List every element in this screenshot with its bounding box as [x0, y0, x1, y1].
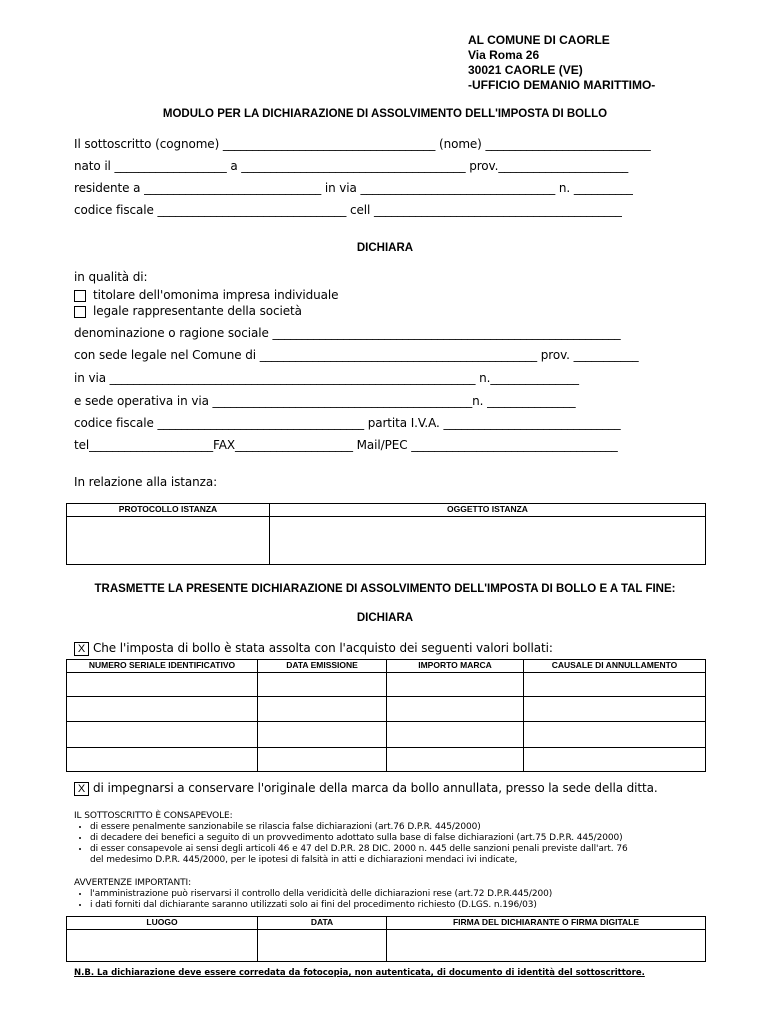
stamp-statement-text: Che l'imposta di bollo è stata assolta con l'acquisto dei seguenti valori bollati:: [93, 641, 553, 655]
subject-cell[interactable]: [270, 517, 706, 565]
field-operational-seat[interactable]: e sede operativa in via ____________________________________________n. _______________: [74, 394, 576, 408]
table-row: [67, 673, 706, 697]
field-birth[interactable]: nato il ___________________ a ______________________________________ prov.______________________: [74, 159, 629, 173]
field-tax-code-cell[interactable]: codice fiscale ________________________________ cell __________________________________________: [74, 203, 622, 217]
option-label: titolare dell'omonima impresa individuale: [93, 288, 339, 302]
capacity-option-owner[interactable]: [74, 288, 338, 302]
recipient-line: -UFFICIO DEMANIO MARITTIMO-: [468, 78, 656, 92]
warnings-block: [74, 878, 552, 911]
field-residence[interactable]: residente a ______________________________ in via _________________________________ n. __________: [74, 181, 633, 195]
col-place: LUOGO: [67, 917, 258, 930]
capacity-option-legal-rep[interactable]: [74, 304, 302, 318]
recipient-line: Via Roma 26: [468, 48, 540, 62]
col-subject: OGGETTO ISTANZA: [270, 504, 706, 517]
place-cell[interactable]: [67, 930, 258, 962]
field-company-name[interactable]: denominazione o ragione sociale ___________________________________________________________: [74, 326, 621, 340]
signature-table: [66, 916, 706, 962]
table-row: [67, 697, 706, 722]
declares-heading: DICHIARA: [356, 242, 414, 254]
checked-box[interactable]: X: [74, 782, 89, 796]
table-row: [67, 722, 706, 748]
field-street[interactable]: in via ______________________________________________________________ n._______________: [74, 371, 579, 385]
transmits-heading: TRASMETTE LA PRESENTE DICHIARAZIONE DI ASSOLVIMENTO DELL'IMPOSTA DI BOLLO E A TAL FINE:: [94, 583, 676, 595]
table-row: [67, 748, 706, 772]
date-cell[interactable]: [258, 930, 387, 962]
list-item: • l'amministrazione può riservarsi il controllo della veridicità delle dichiarazioni rese (art.72 D.P.R.445/200): [90, 889, 552, 900]
field-legal-seat[interactable]: con sede legale nel Comune di _______________________________________________ prov. ___________: [74, 348, 639, 362]
keep-statement-text: di impegnarsi a conservare l'originale della marca da bollo annullata, presso la sede della ditta.: [93, 781, 658, 795]
identity-note: N.B. La dichiarazione deve essere corredata da fotocopia, non autenticata, di documento di identità del sottoscrittore.: [74, 968, 645, 978]
list-item: • di decadere dei benefici a seguito di un provvedimento adottato sulla base di false dichiarazioni (art.75 D.P.R. 445/2000): [90, 833, 628, 844]
stamp-statement: [74, 641, 553, 656]
awareness-heading: IL SOTTOSCRITTO È CONSAPEVOLE:: [74, 811, 233, 821]
col-date: DATA: [258, 917, 387, 930]
list-item: • i dati forniti dal dichiarante saranno utilizzati solo ai fini del procedimento richiesto (D.LGS. n.196/03): [90, 900, 552, 911]
col-serial: NUMERO SERIALE IDENTIFICATIVO: [67, 660, 258, 673]
list-item: • di esser consapevole ai sensi degli articoli 46 e 47 del D.P.R. 28 DIC. 2000 n. 445 delle sanzioni penali previste dall'art. 76: [90, 844, 628, 855]
checkbox[interactable]: [74, 290, 86, 302]
field-tax-vat[interactable]: codice fiscale ___________________________________ partita I.V.A. ______________________________: [74, 416, 621, 430]
col-protocol: PROTOCOLLO ISTANZA: [67, 504, 270, 517]
col-signature: FIRMA DEL DICHIARANTE O FIRMA DIGITALE: [387, 917, 706, 930]
col-amount: IMPORTO MARCA: [387, 660, 524, 673]
capacity-intro: in qualità di:: [74, 270, 148, 284]
list-item-continuation: del medesimo D.P.R. 445/2000, per le ipotesi di falsità in atti e dichiarazioni mendaci ivi indicate,: [90, 855, 518, 865]
col-cancellation: CAUSALE DI ANNULLAMENTO: [524, 660, 706, 673]
recipient-line: 30021 CAORLE (VE): [468, 63, 583, 77]
option-label: legale rappresentante della società: [93, 304, 302, 318]
protocol-cell[interactable]: [67, 517, 270, 565]
signature-cell[interactable]: [387, 930, 706, 962]
checkbox[interactable]: [74, 306, 86, 318]
awareness-block: [74, 811, 628, 866]
form-title: MODULO PER LA DICHIARAZIONE DI ASSOLVIMENTO DELL'IMPOSTA DI BOLLO: [162, 108, 608, 120]
recipient-address: [468, 33, 655, 93]
col-issue-date: DATA EMISSIONE: [258, 660, 387, 673]
field-contacts[interactable]: tel_____________________FAX____________________ Mail/PEC ___________________________________: [74, 438, 618, 452]
field-surname-name[interactable]: Il sottoscritto (cognome) ____________________________________ (nome) ____________________________: [74, 137, 651, 151]
keep-statement: [74, 781, 658, 796]
request-intro: In relazione alla istanza:: [74, 475, 218, 489]
recipient-line: AL COMUNE DI CAORLE: [468, 33, 610, 47]
stamp-table: [66, 659, 706, 772]
declares-heading-2: DICHIARA: [356, 612, 414, 624]
request-table: [66, 503, 706, 565]
checked-box[interactable]: X: [74, 642, 89, 656]
warnings-heading: AVVERTENZE IMPORTANTI:: [74, 878, 192, 888]
list-item: • di essere penalmente sanzionabile se rilascia false dichiarazioni (art.76 D.P.R. 445/2000): [90, 822, 628, 833]
